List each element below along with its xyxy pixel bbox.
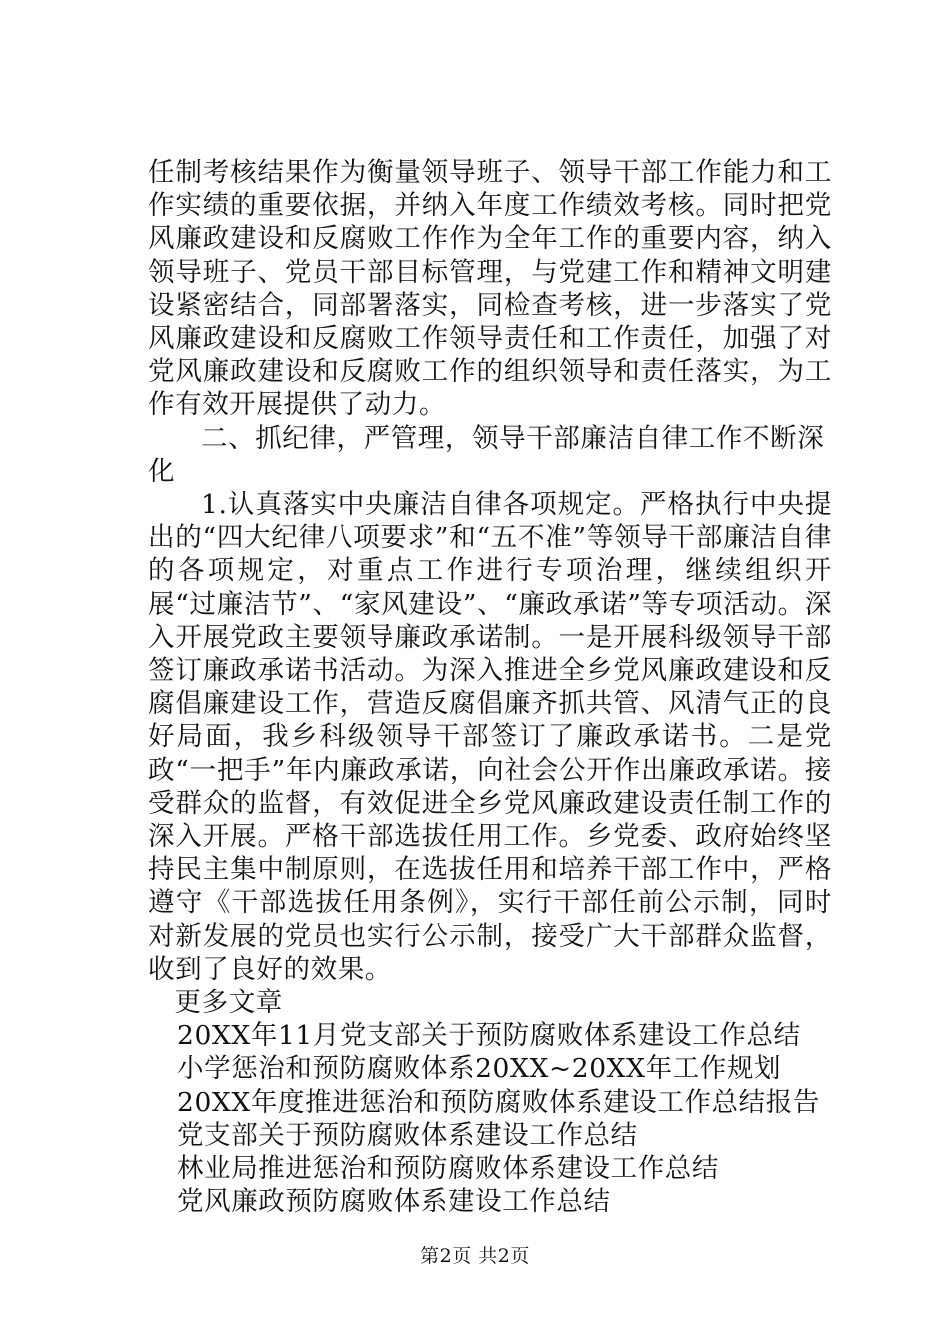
page-number-footer: 第2页 共2页 bbox=[420, 1245, 530, 1267]
more-articles-section bbox=[148, 986, 832, 1218]
paragraph-responsibility: 任制考核结果作为衡量领导班子、领导干部工作能力和工作实绩的重要依据，并纳入年度工作绩效考核。同时把党风廉政建设和反腐败工作作为全年工作的重要内容，纳入领导班子、党员干部目标管理，与党建工作和精神文明建设紧密结合，同部署落实，同检查考核，进一步落实了党风廉政建设和反腐败工作领导责任和工作责任，加强了对党风廉政建设和反腐败工作的组织领导和责任落实，为工作有效开展提供了动力。 bbox=[148, 157, 832, 421]
more-article-link[interactable]: 20XX年度推进惩治和预防腐败体系建设工作总结报告 bbox=[177, 1086, 820, 1118]
paragraph-self-discipline: 1.认真落实中央廉洁自律各项规定。严格执行中央提出的“四大纪律八项要求”和“五不准”等领导干部廉洁自律的各项规定，对重点工作进行专项治理，继续组织开展“过廉洁节”、“家风建设”、“廉政承诺”等专项活动。深入开展党政主要领导廉政承诺制。一是开展科级领导干部签订廉政承诺书活动。为深入推进全乡党风廉政建设和反腐倡廉建设工作，营造反腐倡廉齐抓共管、风清气正的良好局面，我乡科级领导干部签订了廉政承诺书。二是党政“一把手”年内廉政承诺，向社会公开作出廉政承诺。接受群众的监督，有效促进全乡党风廉政建设责任制工作的深入开展。严格干部选拔任用工作。乡党委、政府始终坚持民主集中制原则，在选拔任用和培养干部工作中，严格遵守《干部选拔任用条例》，实行干部任前公示制，同时对新发展的党员也实行公示制，接受广大干部群众监督，收到了良好的效果。 bbox=[148, 489, 832, 985]
more-article-link[interactable]: 党支部关于预防腐败体系建设工作总结 bbox=[177, 1119, 638, 1151]
more-article-link[interactable]: 20XX年11月党支部关于预防腐败体系建设工作总结 bbox=[177, 1020, 801, 1052]
more-articles-list bbox=[148, 1019, 832, 1218]
more-article-link[interactable]: 林业局推进惩治和预防腐败体系建设工作总结 bbox=[177, 1153, 719, 1185]
more-article-link[interactable]: 党风廉政预防腐败体系建设工作总结 bbox=[177, 1186, 611, 1218]
more-article-link[interactable]: 小学惩治和预防腐败体系20XX~20XX年工作规划 bbox=[177, 1053, 782, 1085]
document-body bbox=[148, 156, 832, 1219]
section-heading: 二、抓纪律，严管理，领导干部廉洁自律工作不断深化 bbox=[148, 422, 825, 487]
more-articles-title: 更多文章 bbox=[174, 987, 283, 1019]
